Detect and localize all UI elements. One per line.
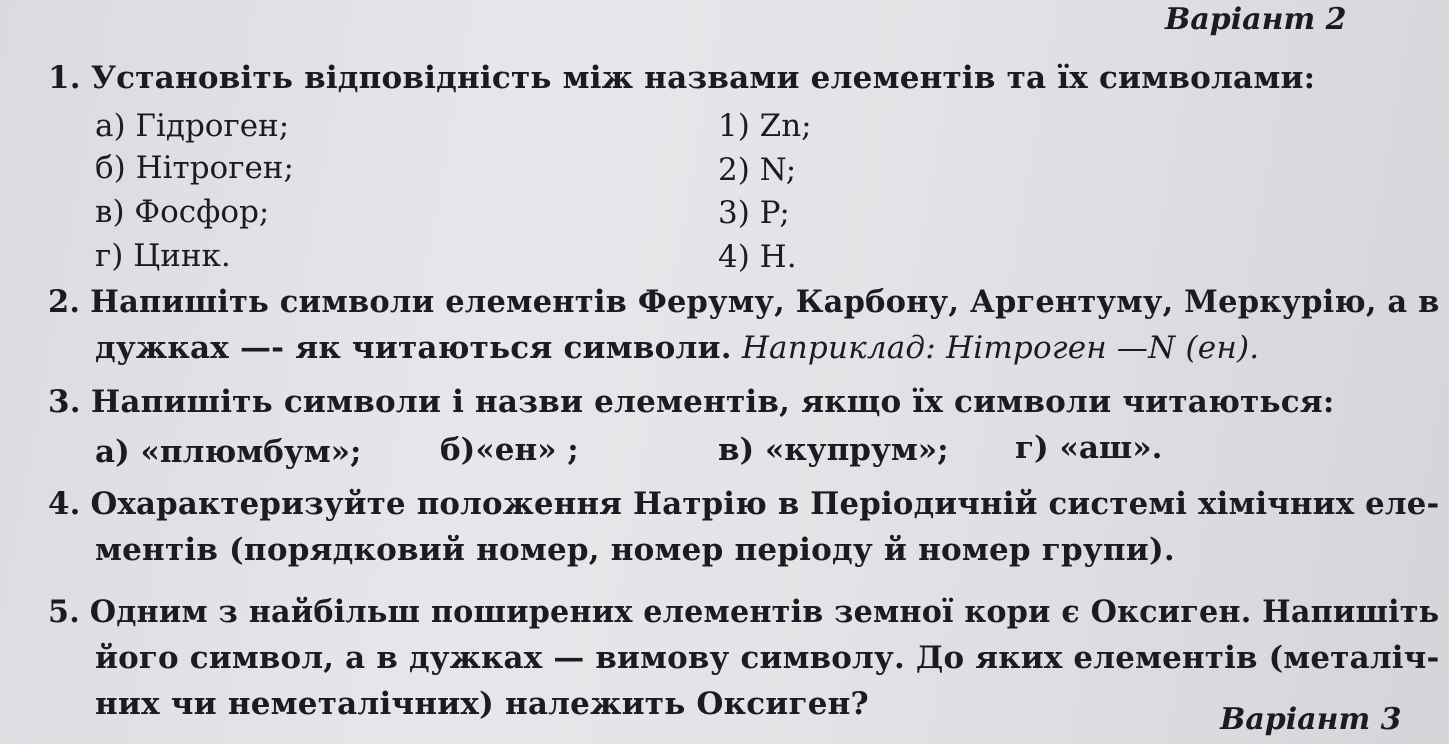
task-2-line-2	[95, 328, 1259, 368]
task-5-line-1	[48, 592, 1439, 632]
task-3-option-b: б)«ен» ;	[440, 432, 579, 468]
task-1-name-c: в) Фосфор;	[95, 194, 270, 230]
task-1-text: Установіть відповідність між назвами елементів та їх символами:	[90, 60, 1316, 96]
task-1-symbol-2: 2) N;	[718, 152, 797, 188]
task-5-number: 5.	[48, 594, 80, 630]
task-5-text-line-3: них чи неметалічних) належить Оксиген?	[95, 686, 869, 722]
task-2-number: 2.	[48, 284, 81, 320]
task-1-name-a: а) Гідроген;	[95, 108, 290, 144]
task-2-line-1	[48, 282, 1440, 322]
task-4-text-line-1: Охарактеризуйте положення Натрію в Періодичній системі хімічних еле-	[90, 486, 1440, 522]
task-5-text-line-1: Одним з найбільш поширених елементів земної кори є Оксиген. Напишіть	[89, 594, 1440, 630]
variant-top-heading: Варіант 2	[1165, 2, 1347, 37]
variant-bottom-heading: Варіант 3	[1220, 702, 1402, 737]
task-5-text-line-2: його символ, а в дужках — вимову символу. До яких елементів (металіч-	[95, 640, 1440, 676]
task-1-name-b: б) Нітроген;	[95, 150, 294, 186]
task-3-question	[48, 382, 1335, 422]
task-4-line-1	[48, 484, 1439, 524]
task-1-symbol-1: 1) Zn;	[718, 108, 812, 144]
task-1-symbol-3: 3) P;	[718, 195, 790, 231]
task-3-option-a: а) «плюмбум»;	[95, 434, 362, 470]
task-3-text: Напишіть символи і назви елементів, якщо їх символи читаються:	[90, 384, 1335, 420]
task-1-number: 1.	[48, 60, 81, 96]
task-3-number: 3.	[48, 384, 81, 420]
task-3-option-d: г) «аш».	[1015, 430, 1163, 466]
task-4-text-line-2: ментів (порядковий номер, номер періоду й номер групи).	[95, 532, 1175, 568]
task-3-option-c: в) «купрум»;	[718, 432, 949, 468]
task-2-example: Наприклад: Нітроген —N (ен).	[741, 330, 1260, 366]
task-2-text-line-2: дужках —- як читаються символи.	[95, 330, 732, 366]
task-1-question	[48, 58, 1315, 98]
task-1-name-d: г) Цинк.	[95, 238, 231, 274]
task-4-number: 4.	[48, 486, 81, 522]
task-1-symbol-4: 4) H.	[718, 239, 797, 275]
task-2-text-line-1: Напишіть символи елементів Феруму, Карбону, Аргентуму, Меркурію, а в	[90, 284, 1440, 320]
